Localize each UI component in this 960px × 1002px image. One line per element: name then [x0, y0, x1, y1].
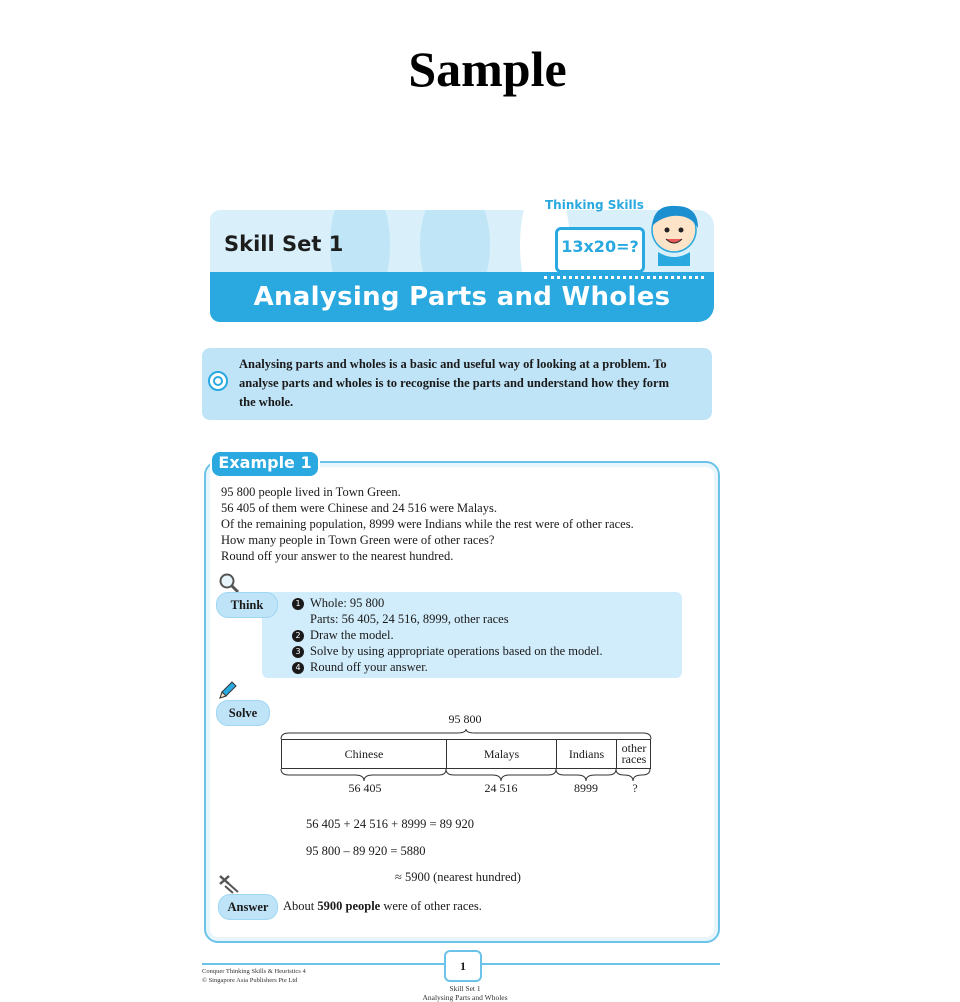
segment-label-line: other [621, 741, 647, 755]
step-text: Solve by using appropriate operations based on the model. [310, 644, 603, 658]
page-number: 1 [444, 950, 482, 982]
whole-label: 95 800 [448, 712, 482, 726]
answer-text [283, 899, 482, 914]
step-number: 4 [292, 662, 304, 674]
step-text: Whole: 95 800 [310, 596, 385, 610]
bar-segment-malays: Malays [447, 740, 557, 768]
footer-subtitle: Analysing Parts and Wholes [422, 993, 508, 1002]
kid-mascot-icon [642, 200, 704, 266]
intro-text [239, 355, 705, 412]
bullet-ring-icon [208, 371, 228, 391]
publisher-line: Conquer Thinking Skills & Heuristics 4 [202, 968, 306, 975]
part-value: 24 516 [484, 781, 518, 795]
solve-label: Solve [216, 700, 270, 726]
calc-line: 56 405 + 24 516 + 8999 = 89 920 [306, 817, 475, 831]
calc-line: ≈ 5900 (nearest hundred) [395, 870, 521, 884]
answer-bold: 5900 people [317, 899, 381, 913]
skill-set-label: Skill Set 1 [224, 232, 344, 256]
intro-line: the whole. [239, 395, 294, 409]
answer-suffix: were of other races. [380, 899, 482, 913]
step-text: Parts: 56 405, 24 516, 8999, other races [310, 612, 509, 626]
question-line: 56 405 of them were Chinese and 24 516 were Malays. [221, 501, 497, 515]
question-line: Round off your answer to the nearest hundred. [221, 549, 454, 563]
step-text: Draw the model. [310, 628, 394, 642]
example-tab [210, 450, 320, 478]
intro-line: analyse parts and wholes is to recognise the parts and understand how they form [239, 376, 670, 390]
think-step [292, 660, 428, 675]
thinking-skills-label: Thinking Skills [545, 198, 644, 212]
bar-segment-indians: Indians [557, 740, 617, 768]
footer-skill-set: Skill Set 1 [449, 984, 481, 993]
board-text: 13x20=? [561, 237, 639, 256]
page-title: Analysing Parts and Wholes [253, 282, 671, 312]
math-board [555, 227, 645, 273]
think-label: Think [216, 592, 278, 618]
part-value: ? [632, 781, 638, 795]
segment-label-line: races [621, 752, 647, 766]
part-value: 8999 [574, 781, 598, 795]
think-step [292, 628, 394, 643]
magnifier-icon [218, 572, 240, 594]
step-text: Round off your answer. [310, 660, 428, 674]
question-line: Of the remaining population, 8999 were Indians while the rest were of other races. [221, 517, 634, 531]
think-step [310, 612, 509, 627]
step-number: 2 [292, 630, 304, 642]
calc-line: 95 800 – 89 920 = 5880 [306, 844, 426, 858]
pliers-icon [217, 872, 241, 894]
question-line: How many people in Town Green were of other races? [221, 533, 495, 547]
think-step [292, 644, 603, 659]
question-line: 95 800 people lived in Town Green. [221, 485, 401, 499]
publisher-line: © Singapore Asia Publishers Pte Ltd [202, 977, 298, 984]
bottom-braces [279, 768, 653, 782]
part-value: 56 405 [348, 781, 382, 795]
step-number: 3 [292, 646, 304, 658]
sample-watermark: Sample [408, 41, 567, 97]
answer-label: Answer [218, 894, 278, 920]
bar-segment-chinese: Chinese [282, 740, 447, 768]
intro-line: Analysing parts and wholes is a basic and useful way of looking at a problem. To [239, 357, 667, 371]
think-step [292, 596, 384, 611]
answer-prefix: About [283, 899, 318, 913]
pencil-icon [216, 680, 238, 702]
example-label: Example 1 [218, 453, 312, 472]
bar-segment-other [617, 740, 651, 768]
bar-model [281, 739, 651, 769]
step-number: 1 [292, 598, 304, 610]
